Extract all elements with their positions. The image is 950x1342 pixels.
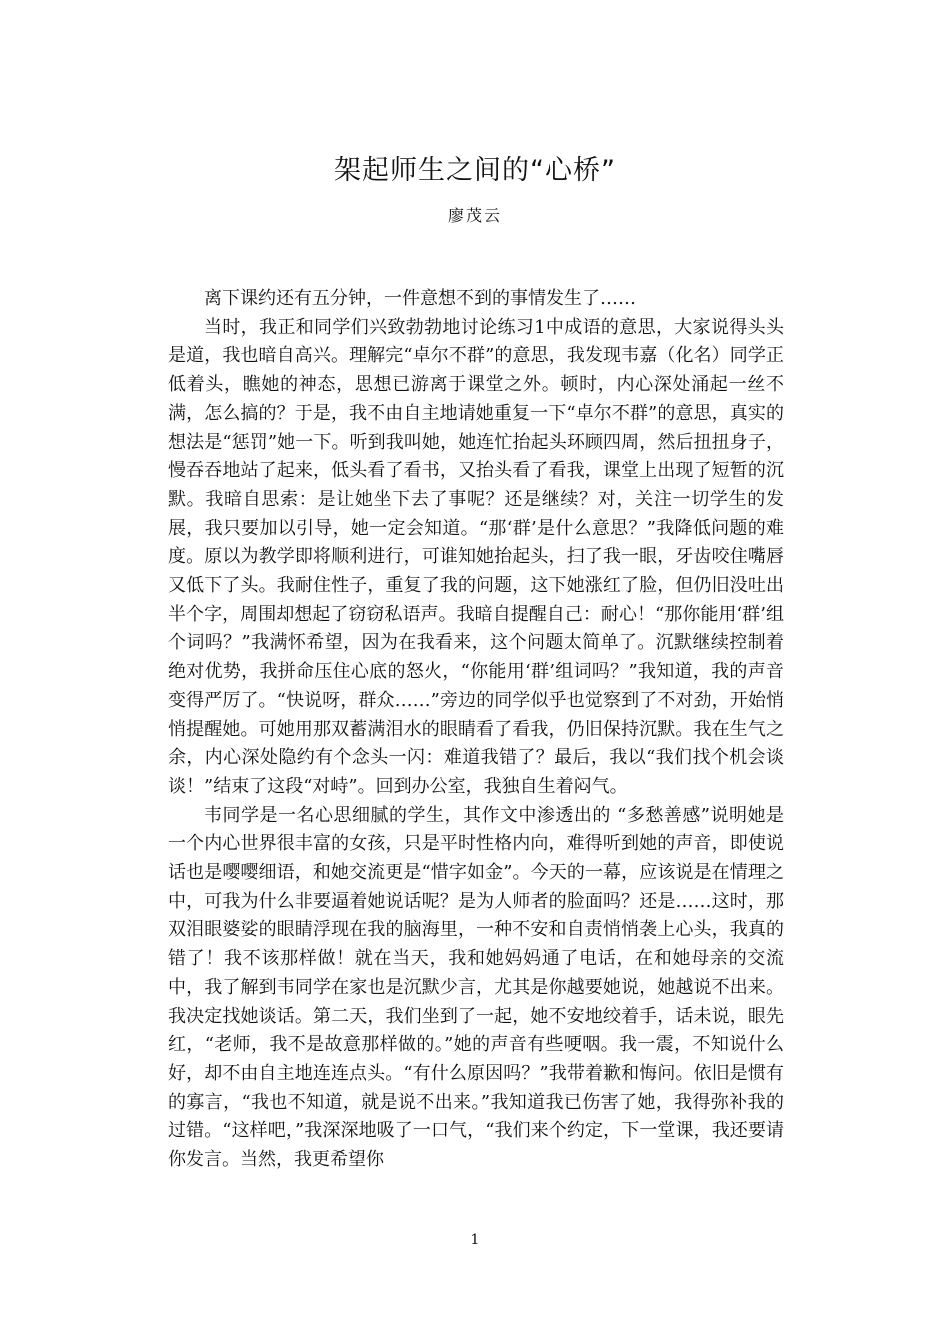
paragraph: 离下课约还有五分钟，一件意想不到的事情发生了…… (204, 288, 636, 309)
page-number: 1 (470, 1232, 480, 1248)
article-body (168, 285, 784, 1175)
page-title: 架起师生之间的“心桥” (334, 155, 616, 186)
author-name: 廖茂云 (447, 206, 502, 225)
paragraph: 当时，我正和同学们兴致勃勃地讨论练习1中成语的意思，大家说得头头是道，我也暗自高兴。理解完“卓尔不群”的意思，我发现韦嘉（化名）同学正低着头，瞧她的神态，思想已游离于课堂之外。顿时，内心深处涌起一丝不满，怎么搞的？于是，我不由自主地请她重复一下“卓尔不群”的意思，真实的想法是“惩罚”她一下。听到我叫她，她连忙抬起头环顾四周，然后扭扭身子，慢吞吞地站了起来，低头看了看书，又抬头看了看我，课堂上出现了短暂的沉默。我暗自思索：是让她坐下去了事呢？还是继续？对，关注一切学生的发展，我只要加以引导，她一定会知道。“那‘群’是什么意思？”我降低问题的难度。原以为教学即将顺利进行，可谁知她抬起头，扫了我一眼，牙齿咬住嘴唇又低下了头。我耐住性子，重复了我的问题，这下她涨红了脸，但仍旧没吐出半个字，周围却想起了窃窃私语声。我暗自提醒自己：耐心！“那你能用‘群’组个词吗？”我满怀希望，因为在我看来，这个问题太简单了。沉默继续控制着绝对优势，我拼命压住心底的怒火，“你能用‘群’组词吗？”我知道，我的声音变得严厉了。“快说呀，群众……”旁边的同学似乎也觉察到了不对劲，开始悄悄提醒她。可她用那双蓄满泪水的眼睛看了看我，仍旧保持沉默。我在生气之余，内心深处隐约有个念头一闪：难道我错了？最后，我以“我们找个机会谈谈！”结束了这段“对峙”。回到办公室，我独自生着闷气。 (168, 316, 784, 797)
paragraph: 韦同学是一名心思细腻的学生，其作文中渗透出的 “多愁善感”说明她是一个内心世界很丰富的女孩，只是平时性格内向，难得听到她的声音，即使说话也是嘤嘤细语，和她交流更是“惜字如金”。今天的一幕，应该说是在情理之中，可我为什么非要逼着她说话呢？是为人师者的脸面吗？还是……这时，那双泪眼婆娑的眼睛浮现在我的脑海里，一种不安和自责悄悄袭上心头，我真的错了！我不该那样做！就在当天，我和她妈妈通了电话，在和她母亲的交流中，我了解到韦同学在家也是沉默少言，尤其是你越要她说，她越说不出来。我决定找她谈话。第二天，我们坐到了一起，她不安地绞着手，话未说，眼先红，“老师，我不是故意那样做的。”她的声音有些哽咽。我一震，不知说什么好，却不由自主地连连点头。“有什么原因吗？”我带着歉和悔问。依旧是惯有的寡言，“我也不知道，就是说不出来。”我知道我已伤害了她，我得弥补我的过错。“这样吧，”我深深地吸了一口气，“我们来个约定，下一堂课，我还要请你发言。当然，我更希望你 (168, 804, 784, 1171)
